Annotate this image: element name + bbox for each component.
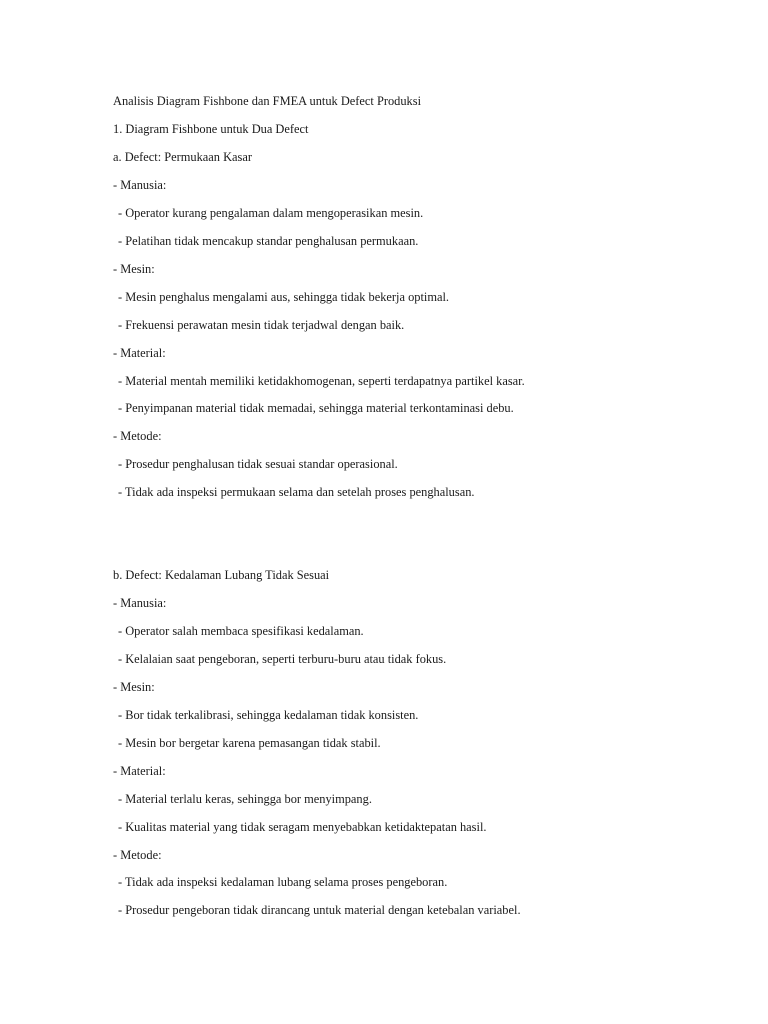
defect-b-cause: - Tidak ada inspeksi kedalaman lubang selama proses pengeboran. [118,875,448,889]
defect-b-category-material: - Material: [113,764,166,778]
defect-b-category-mesin: - Mesin: [113,680,155,694]
defect-a-category-manusia: - Manusia: [113,178,167,192]
defect-a-category-metode: - Metode: [113,429,162,443]
defect-a-cause: - Operator kurang pengalaman dalam mengoperasikan mesin. [118,206,424,220]
defect-b-cause: - Prosedur pengeboran tidak dirancang untuk material dengan ketebalan variabel. [118,903,521,917]
defect-a-category-material: - Material: [113,346,166,360]
document-title: Analisis Diagram Fishbone dan FMEA untuk Defect Produksi [113,94,422,108]
defect-a-cause: - Material mentah memiliki ketidakhomogenan, seperti terdapatnya partikel kasar. [118,374,525,388]
defect-a-category-mesin: - Mesin: [113,262,155,276]
defect-a-cause: - Frekuensi perawatan mesin tidak terjadwal dengan baik. [118,318,405,332]
defect-b-cause: - Kualitas material yang tidak seragam menyebabkan ketidaktepatan hasil. [118,820,487,834]
defect-b-category-manusia: - Manusia: [113,596,167,610]
defect-b-cause: - Operator salah membaca spesifikasi kedalaman. [118,624,364,638]
section-heading: 1. Diagram Fishbone untuk Dua Defect [113,122,309,136]
defect-b-heading: b. Defect: Kedalaman Lubang Tidak Sesuai [113,568,330,582]
defect-b-cause: - Material terlalu keras, sehingga bor menyimpang. [118,792,372,806]
defect-a-heading: a. Defect: Permukaan Kasar [113,150,252,164]
defect-b-cause: - Bor tidak terkalibrasi, sehingga kedalaman tidak konsisten. [118,708,419,722]
defect-a-cause: - Mesin penghalus mengalami aus, sehingga tidak bekerja optimal. [118,290,450,304]
defect-b-cause: - Kelalaian saat pengeboran, seperti terburu-buru atau tidak fokus. [118,652,447,666]
defect-a-cause: - Penyimpanan material tidak memadai, sehingga material terkontaminasi debu. [118,401,514,415]
defect-a-cause: - Pelatihan tidak mencakup standar penghalusan permukaan. [118,234,419,248]
defect-b-cause: - Mesin bor bergetar karena pemasangan tidak stabil. [118,736,381,750]
defect-a-cause: - Tidak ada inspeksi permukaan selama dan setelah proses penghalusan. [118,485,475,499]
defect-a-cause: - Prosedur penghalusan tidak sesuai standar operasional. [118,457,398,471]
defect-b-category-metode: - Metode: [113,848,162,862]
